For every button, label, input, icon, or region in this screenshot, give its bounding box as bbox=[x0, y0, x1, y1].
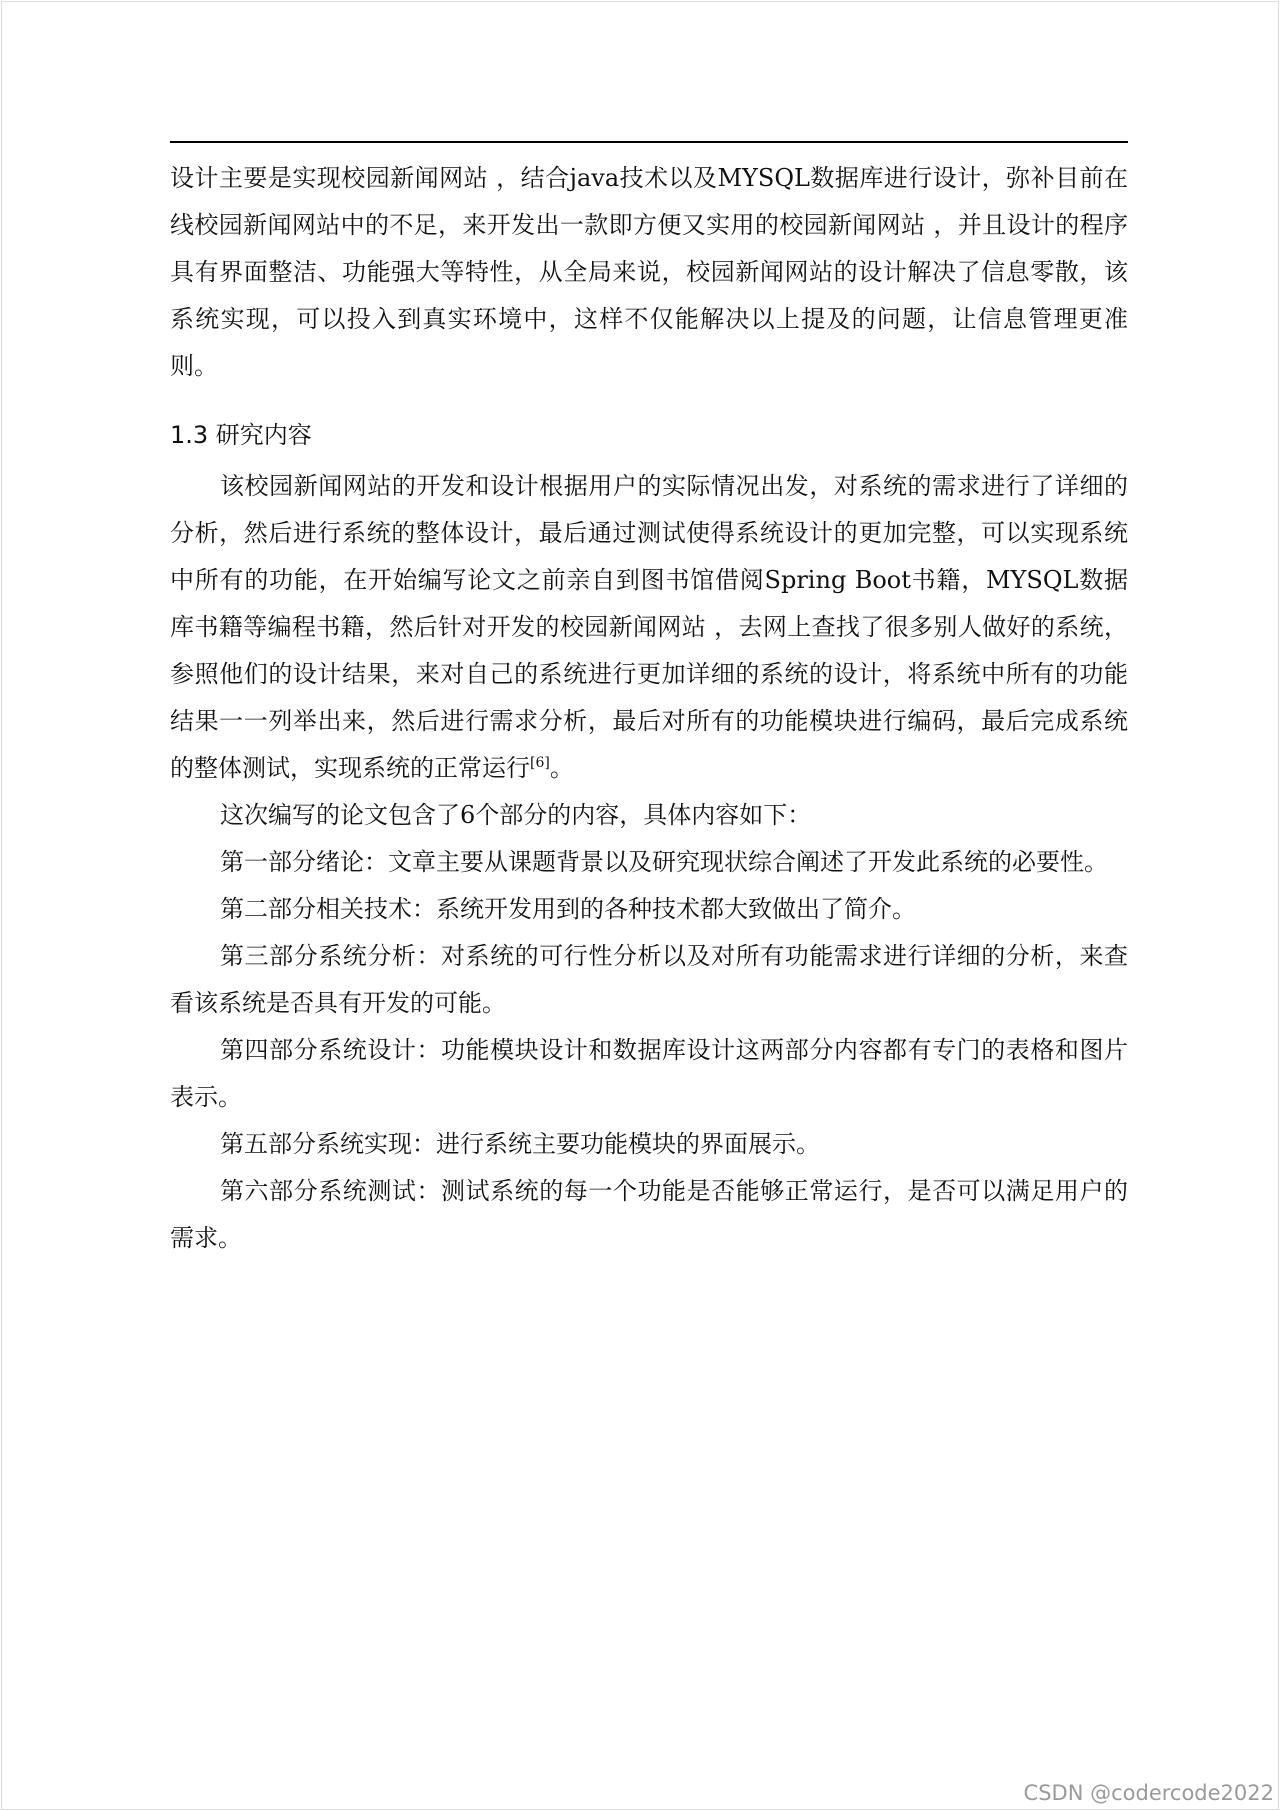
part-item: 第四部分系统设计：功能模块设计和数据库设计这两部分内容都有专门的表格和图片表示。 bbox=[170, 1036, 1128, 1111]
part-item: 第六部分系统测试：测试系统的每一个功能是否能够正常运行，是否可以满足用户的需求。 bbox=[170, 1177, 1128, 1252]
research-paragraph bbox=[170, 463, 1128, 792]
part-item: 第二部分相关技术：系统开发用到的各种技术都大致做出了简介。 bbox=[220, 895, 916, 923]
part-item: 第一部分绪论：文章主要从课题背景以及研究现状综合阐述了开发此系统的必要性。 bbox=[220, 848, 1108, 876]
citation-marker: [6] bbox=[530, 755, 550, 771]
part-item: 第五部分系统实现：进行系统主要功能模块的界面展示。 bbox=[220, 1130, 820, 1158]
research-paragraph-text: 该校园新闻网站的开发和设计根据用户的实际情况出发，对系统的需求进行了详细的分析，然后进行系统的整体设计，最后通过测试使得系统设计的更加完整，可以实现系统中所有的功能，在开始编写论文之前亲自到图书馆借阅Spring Boot书籍，MYSQL数据库书籍等编程书籍，然后针对开发的校园新闻网站 ，去网上查找了很多别人做好的系统，参照他们的设计结果，来对自己的系统进行更加详细的系统的设计，将系统中所有的功能结果一一列举出来，然后进行需求分析，最后对所有的功能模块进行编码，最后完成系统的整体测试，实现系统的正常运行 bbox=[170, 472, 1128, 782]
research-paragraph-end: 。 bbox=[549, 754, 574, 782]
watermark: CSDN @codercode2022 bbox=[1023, 1781, 1274, 1805]
header-rule bbox=[170, 141, 1128, 143]
part-item: 第三部分系统分析：对系统的可行性分析以及对所有功能需求进行详细的分析，来查看该系统是否具有开发的可能。 bbox=[170, 942, 1128, 1017]
section-heading: 1.3 研究内容 bbox=[170, 421, 312, 449]
overview-paragraph: 这次编写的论文包含了6个部分的内容，具体内容如下： bbox=[220, 801, 812, 829]
intro-paragraph: 设计主要是实现校园新闻网站 ，结合java技术以及MYSQL数据库进行设计，弥补目前在线校园新闻网站中的不足，来开发出一款即方便又实用的校园新闻网站 ，并且设计的程序具有界面整洁、功能强大等特性，从全局来说，校园新闻网站的设计解决了信息零散，该系统实现，可以投入到真实环境中，这样不仅能解决以上提及的问题，让信息管理更准则。 bbox=[170, 164, 1128, 380]
document-body bbox=[170, 155, 1128, 1262]
